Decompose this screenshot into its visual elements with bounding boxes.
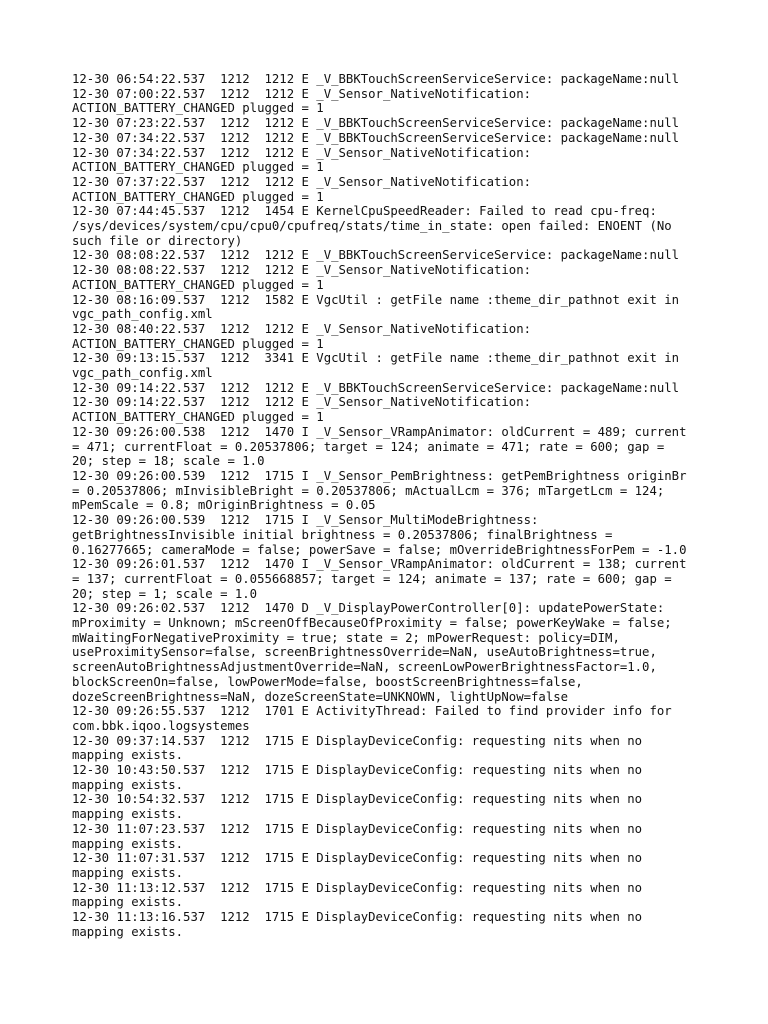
log-entry: 12-30 07:23:22.537 1212 1212 E _V_BBKTouchScreenServiceService: packageName:null xyxy=(72,116,680,131)
log-entry: 12-30 09:26:00.539 1212 1715 I _V_Sensor_PemBrightness: getPemBrightness originBr = 0.20537806; mInvisibleBright = 0.20537806; mActualLcm = 376; mTargetLcm = 124; mPemScale = 0.8; mOriginBrightness = 0.05 xyxy=(72,468,687,513)
log-entry: 12-30 08:08:22.537 1212 1212 E _V_Sensor_NativeNotification: ACTION_BATTERY_CHANGED plugged = 1 xyxy=(72,263,532,292)
log-entry: 12-30 09:26:00.539 1212 1715 I _V_Sensor_MultiModeBrightness: getBrightnessInvisible initial brightness = 0.20537806; finalBrightness = 0.16277665; cameraMode = false; powerSave = false; mOverrideBrightnessForPem = -1.0 xyxy=(72,513,687,557)
log-entry: 12-30 11:07:31.537 1212 1715 E DisplayDeviceConfig: requesting nits when no mapping exists. xyxy=(72,851,643,880)
log-entry: 12-30 09:26:00.538 1212 1470 I _V_Sensor_VRampAnimator: oldCurrent = 489; current = 471; currentFloat = 0.20537806; target = 124; animate = 471; rate = 600; gap = 20; step = 18; scale = 1.0 xyxy=(72,424,687,469)
log-entry: 12-30 06:54:22.537 1212 1212 E _V_BBKTouchScreenServiceService: packageName:null xyxy=(72,72,680,86)
log-entry: 12-30 10:54:32.537 1212 1715 E DisplayDeviceConfig: requesting nits when no mapping exists. xyxy=(72,792,643,822)
log-entry: 12-30 08:40:22.537 1212 1212 E _V_Sensor_NativeNotification: ACTION_BATTERY_CHANGED plugged = 1 xyxy=(72,321,532,351)
log-entry: 12-30 11:07:23.537 1212 1715 E DisplayDeviceConfig: requesting nits when no mapping exists. xyxy=(72,821,643,851)
log-entry: 12-30 11:13:16.537 1212 1715 E DisplayDeviceConfig: requesting nits when no mapping exists. xyxy=(72,910,643,939)
log-entry: 12-30 11:13:12.537 1212 1715 E DisplayDeviceConfig: requesting nits when no mapping exists. xyxy=(72,880,643,910)
log-entry: 12-30 07:34:22.537 1212 1212 E _V_Sensor_NativeNotification: ACTION_BATTERY_CHANGED plugged = 1 xyxy=(72,145,532,175)
log-entry: 12-30 09:13:15.537 1212 3341 E VgcUtil : getFile name :theme_dir_pathnot exit in vgc_path_config.xml xyxy=(72,351,680,381)
log-entry: 12-30 07:44:45.537 1212 1454 E KernelCpuSpeedReader: Failed to read cpu-freq: /sys/devices/system/cpu/cpu0/cpufreq/stats/time_in_state: open failed: ENOENT (No such file or directory) xyxy=(72,204,672,248)
log-entry: 12-30 10:43:50.537 1212 1715 E DisplayDeviceConfig: requesting nits when no mapping exists. xyxy=(72,763,643,792)
log-document xyxy=(72,72,702,939)
log-entry: 12-30 09:26:55.537 1212 1701 E ActivityThread: Failed to find provider info for com.bbk.iqoo.logsystemes xyxy=(72,704,672,733)
log-entry: 12-30 07:37:22.537 1212 1212 E _V_Sensor_NativeNotification: ACTION_BATTERY_CHANGED plugged = 1 xyxy=(72,174,532,204)
log-entry: 12-30 09:26:01.537 1212 1470 I _V_Sensor_VRampAnimator: oldCurrent = 138; current = 137; currentFloat = 0.055668857; target = 124; animate = 137; rate = 600; gap = 20; step = 1; scale = 1.0 xyxy=(72,557,687,601)
log-entry: 12-30 09:14:22.537 1212 1212 E _V_BBKTouchScreenServiceService: packageName:null xyxy=(72,380,680,395)
log-entry: 12-30 09:26:02.537 1212 1470 D _V_DisplayPowerController[0]: updatePowerState: mProximity = Unknown; mScreenOffBecauseOfProximity = false; powerKeyWake = false; mWaitingForNegativeProximity = true; state = 2; mPowerRequest: policy=DIM, useProximitySensor=false, screenBrightnessOverride=NaN, useAutoBrightness=true, screenAutoBrightnessAdjustmentOverride=NaN, screenLowPowerBrightnessFactor=1.0, blockScreenOn=false, lowPowerMode=false, boostScreenBrightness=false, dozeScreenBrightness=NaN, dozeScreenState=UNKNOWN, lightUpNow=false xyxy=(72,601,672,704)
log-entry: 12-30 07:00:22.537 1212 1212 E _V_Sensor_NativeNotification: ACTION_BATTERY_CHANGED plugged = 1 xyxy=(72,86,532,116)
log-entry: 12-30 08:08:22.537 1212 1212 E _V_BBKTouchScreenServiceService: packageName:null xyxy=(72,248,680,263)
log-entry: 12-30 09:37:14.537 1212 1715 E DisplayDeviceConfig: requesting nits when no mapping exists. xyxy=(72,733,643,763)
log-entry: 12-30 07:34:22.537 1212 1212 E _V_BBKTouchScreenServiceService: packageName:null xyxy=(72,130,680,145)
log-entry: 12-30 08:16:09.537 1212 1582 E VgcUtil : getFile name :theme_dir_pathnot exit in vgc_path_config.xml xyxy=(72,292,680,322)
log-entry: 12-30 09:14:22.537 1212 1212 E _V_Sensor_NativeNotification: ACTION_BATTERY_CHANGED plugged = 1 xyxy=(72,395,532,425)
